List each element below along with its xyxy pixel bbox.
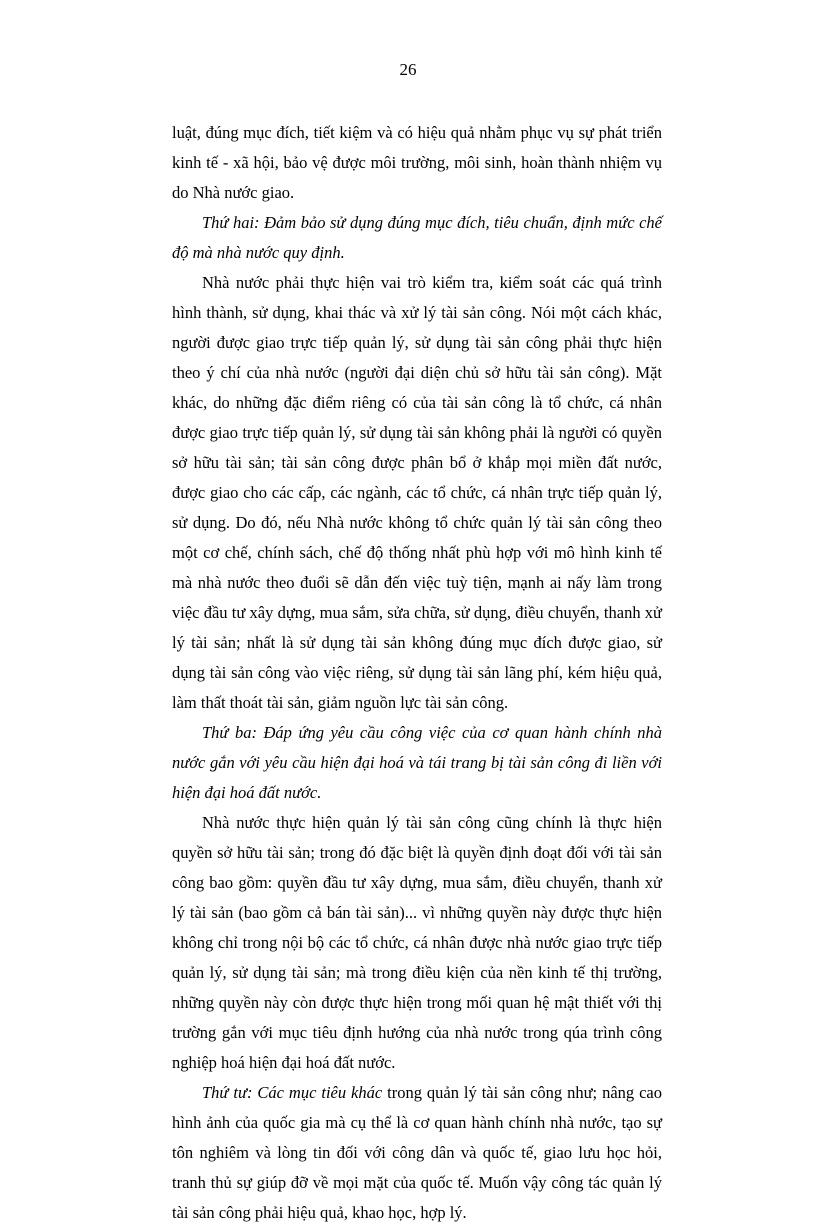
heading-thu-hai: Thứ hai: Đảm bảo sử dụng đúng mục đích, tiêu chuẩn, định mức chế độ mà nhà nước quy định.	[172, 213, 662, 262]
paragraph-thu-tu	[172, 1078, 662, 1228]
paragraph-thu-tu-text: trong quản lý tài sản công như; nâng cao hình ảnh của quốc gia mà cụ thể là cơ quan hành chính nhà nước, tạo sự tôn nghiêm và lòng tin đối với công dân và quốc tế, giao lưu học hỏi, tranh thủ sự giúp đỡ về mọi mặt của quốc tế. Muốn vậy công tác quản lý tài sản công phải hiệu quả, khao học, hợp lý.	[172, 1083, 662, 1222]
paragraph-state-control: Nhà nước phải thực hiện vai trò kiểm tra, kiểm soát các quá trình hình thành, sử dụng, khai thác và xử lý tài sản công. Nói một cách khác, người được giao trực tiếp quản lý, sử dụng tài sản công phải thực hiện theo ý chí của nhà nước (người đại diện chủ sở hữu tài sản công). Mặt khác, do những đặc điểm riêng có của tài sản công là tổ chức, cá nhân được giao trực tiếp quản lý, sử dụng tài sản không phải là người có quyền sở hữu tài sản; tài sản công được phân bổ ở khắp mọi miền đất nước, được giao cho các cấp, các ngành, các tổ chức, cá nhân trực tiếp quản lý, sử dụng. Do đó, nếu Nhà nước không tổ chức quản lý tài sản công theo một cơ chế, chính sách, chế độ thống nhất phù hợp với mô hình kinh tế mà nhà nước theo đuổi sẽ dẫn đến việc tuỳ tiện, mạnh ai nấy làm trong việc đầu tư xây dựng, mua sắm, sửa chữa, sử dụng, điều chuyển, thanh xử lý tài sản; nhất là sử dụng tài sản không đúng mục đích được giao, sử dụng tài sản công vào việc riêng, sử dụng tài sản lãng phí, kém hiệu quả, làm thất thoát tài sản, giảm nguồn lực tài sản công.	[172, 273, 662, 712]
heading-thu-ba: Thứ ba: Đáp ứng yêu cầu công việc của cơ quan hành chính nhà nước gắn với yêu cầu hiện đại hoá và tái trang bị tài sản công đi liền với hiện đại hoá đất nước.	[172, 723, 662, 802]
heading-thu-tu: Thứ tư: Các mục tiêu khác	[202, 1083, 383, 1102]
paragraph-ownership-rights: Nhà nước thực hiện quản lý tài sản công cũng chính là thực hiện quyền sở hữu tài sản; trong đó đặc biệt là quyền định đoạt đối với tài sản công bao gồm: quyền đầu tư xây dựng, mua sắm, điều chuyển, thanh xử lý tài sản (bao gồm cả bán tài sản)... vì những quyền này được thực hiện không chỉ trong nội bộ các tổ chức, cá nhân được nhà nước giao trực tiếp quản lý, sử dụng tài sản; mà trong điều kiện của nền kinh tế thị trường, những quyền này còn được thực hiện trong mối quan hệ mật thiết với thị trường gắn với mục tiêu định hướng của nhà nước trong qúa trình công nghiệp hoá hiện đại hoá đất nước.	[172, 813, 662, 1072]
page-number: 26	[399, 60, 417, 79]
document-body	[172, 118, 662, 1228]
paragraph-continuation: luật, đúng mục đích, tiết kiệm và có hiệu quả nhằm phục vụ sự phát triển kinh tế - xã hội, bảo vệ được môi trường, môi sinh, hoàn thành nhiệm vụ do Nhà nước giao.	[172, 123, 662, 202]
